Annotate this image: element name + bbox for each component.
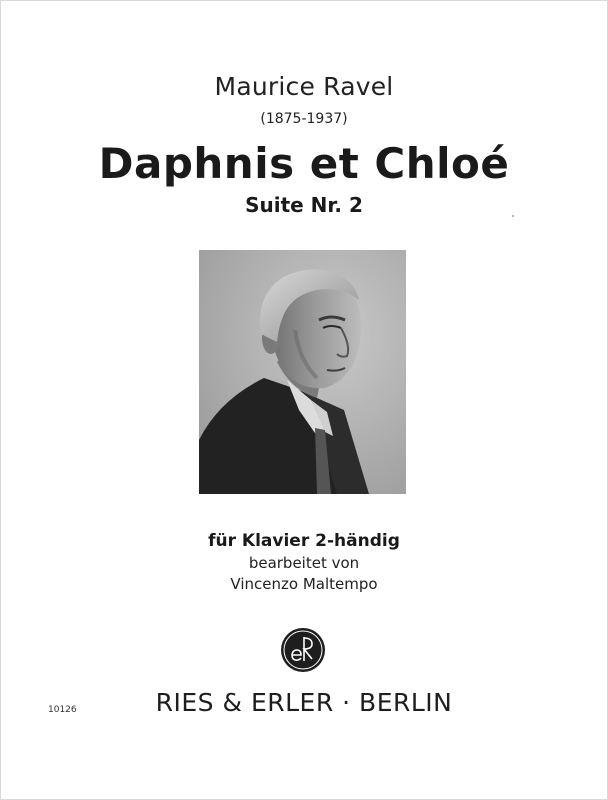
arranged-by-label: bearbeitet von <box>248 554 360 572</box>
arranger-name: Vincenzo Maltempo <box>230 575 378 593</box>
publisher-logo <box>280 627 326 673</box>
work-title: Daphnis et Chloé <box>98 139 510 188</box>
composer-portrait <box>199 250 406 494</box>
print-speck <box>512 215 514 217</box>
catalog-number: 10126 <box>48 705 77 715</box>
work-subtitle: Suite Nr. 2 <box>245 193 363 217</box>
composer-name: Maurice Ravel <box>214 72 394 101</box>
composer-years: (1875-1937) <box>260 111 348 127</box>
instrumentation: für Klavier 2-händig <box>208 531 400 551</box>
publisher-line: RIES & ERLER · BERLIN <box>155 688 453 717</box>
